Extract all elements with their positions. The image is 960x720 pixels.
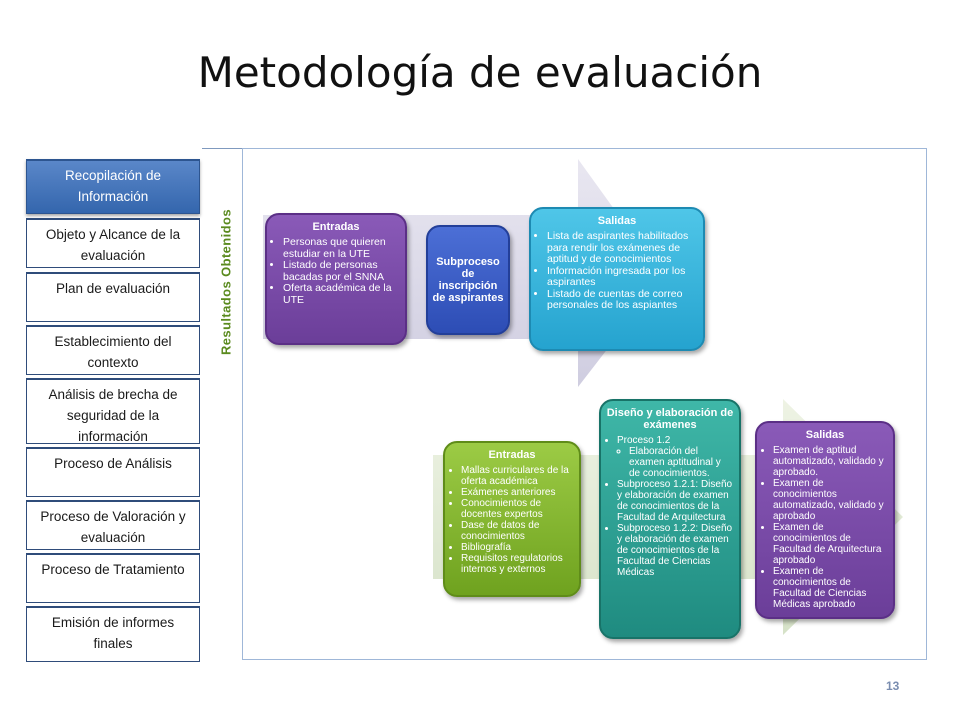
entradas-box-1: Entradas • Personas que quieren estudiar en la UTE • Listado de personas bacadas por el SNNA • Oferta académica de la UTE	[265, 213, 407, 345]
sidebar-item-label: Establecimiento del contexto	[54, 334, 172, 370]
salidas-box-2: Salidas • Examen de aptitud automatizado, validado y aprobado. • Examen de conocimientos automatizado, validado y aprobado • Examen de conocimientos de Facultad de Arquitectura aprobado • Examen de conocimientos de Facultad de Ciencias Médicas aprobado	[755, 421, 895, 619]
salidas-box-1: Salidas • Lista de aspirantes habilitados para rendir los exámenes de aptitud y de conocimientos • Información ingresada por los aspirantes • Listado de cuentas de correo personales de los aspiantes	[529, 207, 705, 351]
sidebar-item-proceso-analisis[interactable]	[26, 447, 200, 497]
sidebar-item-valoracion[interactable]	[26, 500, 200, 550]
sidebar-item-objeto-alcance[interactable]	[26, 218, 200, 268]
sidebar-item-label: Proceso de Valoración y evaluación	[40, 509, 186, 545]
sidebar-item-label: Plan de evaluación	[55, 281, 171, 296]
sidebar-item-tratamiento[interactable]	[26, 553, 200, 603]
sidebar-item-informes[interactable]	[26, 606, 200, 662]
sidebar-item-label: Análisis de brecha de seguridad de la información	[48, 387, 178, 444]
sidebar-item-recopilacion[interactable]	[26, 159, 200, 214]
sidebar-item-plan[interactable]	[26, 272, 200, 322]
content-panel	[242, 148, 927, 660]
page-number: 13	[886, 679, 900, 693]
vertical-label: Resultados Obtenidos	[218, 209, 234, 355]
sidebar-item-label: Recopilación de Información	[64, 168, 162, 204]
sidebar-item-analisis-brecha[interactable]	[26, 378, 200, 444]
sidebar-item-label: Objeto y Alcance de la evaluación	[45, 227, 181, 263]
proceso-box-2: Diseño y elaboración de exámenes • Proceso 1.2 ◦ Elaboración del examen aptitudinal y de conocimientos. • Subproceso 1.2.1: Diseño y elaboración de examen de conocimientos de la Facultad de Arquitectura • Subproceso 1.2.2: Diseño y elaboración de examen de conocimientos de la Facultad de Ciencias Médicas	[599, 399, 741, 639]
sidebar-item-label: Proceso de Tratamiento	[41, 562, 185, 577]
sidebar-item-label: Proceso de Análisis	[54, 456, 172, 471]
sidebar-item-contexto[interactable]	[26, 325, 200, 375]
entradas-box-2: Entradas • Mallas curriculares de la oferta académica • Exámenes anteriores • Conocimientos de docentes expertos • Dase de datos de conocimientos • Bibliografía • Requisitos regulatorios internos y externos	[443, 441, 581, 597]
connector-line	[202, 148, 242, 149]
sidebar-item-label: Emisión de informes finales	[51, 615, 175, 651]
page-title: Metodología de evaluación	[197, 48, 763, 97]
subproceso-box-1: Subproceso de inscripción de aspirantes	[426, 225, 510, 335]
